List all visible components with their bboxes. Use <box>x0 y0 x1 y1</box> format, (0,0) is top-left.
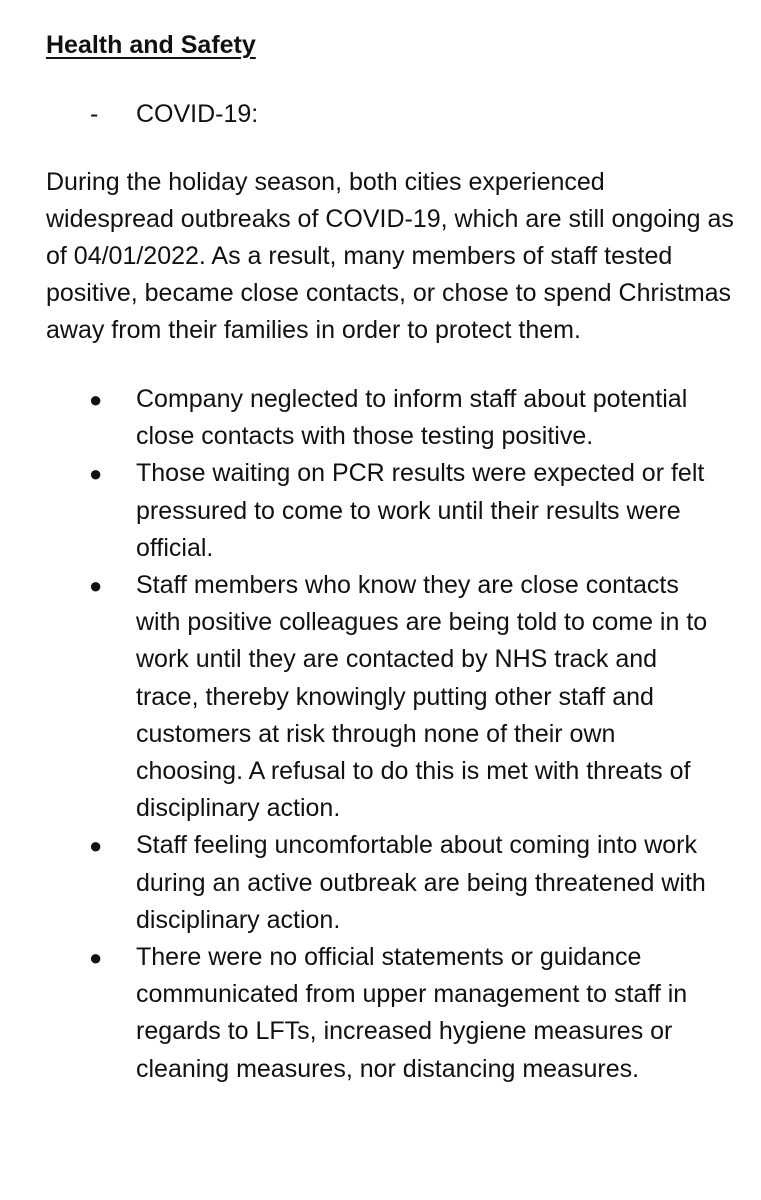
bullet-icon: ● <box>89 461 103 487</box>
dash-marker: - <box>90 100 99 128</box>
list-item <box>46 939 761 1088</box>
list-item <box>46 827 761 939</box>
bullet-list <box>46 381 761 1088</box>
subheading-item <box>46 96 761 133</box>
section-heading: Health and Safety <box>46 31 256 59</box>
list-item-text: Staff members who know they are close contacts with positive colleagues are being told to come in to work until they are contacted by NHS track and trace, thereby knowingly putting other staff and customers at risk through none of their own choosing. A refusal to do this is met with threats of disciplinary action. <box>136 571 708 823</box>
list-item-text: Staff feeling uncomfortable about coming into work during an active outbreak are being threatened with disciplinary action. <box>136 831 706 934</box>
list-item-text: Those waiting on PCR results were expected or felt pressured to come to work until their results were official. <box>136 459 705 562</box>
list-item <box>46 455 761 567</box>
bullet-icon: ● <box>89 833 103 859</box>
list-item <box>46 567 761 827</box>
bullet-icon: ● <box>89 945 103 971</box>
bullet-icon: ● <box>89 573 103 599</box>
subheading-label: COVID-19: <box>136 100 259 128</box>
intro-paragraph: During the holiday season, both cities experienced widespread outbreaks of COVID-19, which are still ongoing as of 04/01/2022. As a result, many members of staff tested positive, became close contacts, or chose to spend Christmas away from their families in order to protect them. <box>46 168 734 344</box>
bullet-icon: ● <box>89 387 103 412</box>
list-item-text: There were no official statements or guidance communicated from upper management to staff in regards to LFTs, increased hygiene measures or cleaning measures, nor distancing measures. <box>136 943 688 1083</box>
list-item-text: Company neglected to inform staff about potential close contacts with those testing positive. <box>136 385 688 451</box>
list-item <box>46 381 761 455</box>
